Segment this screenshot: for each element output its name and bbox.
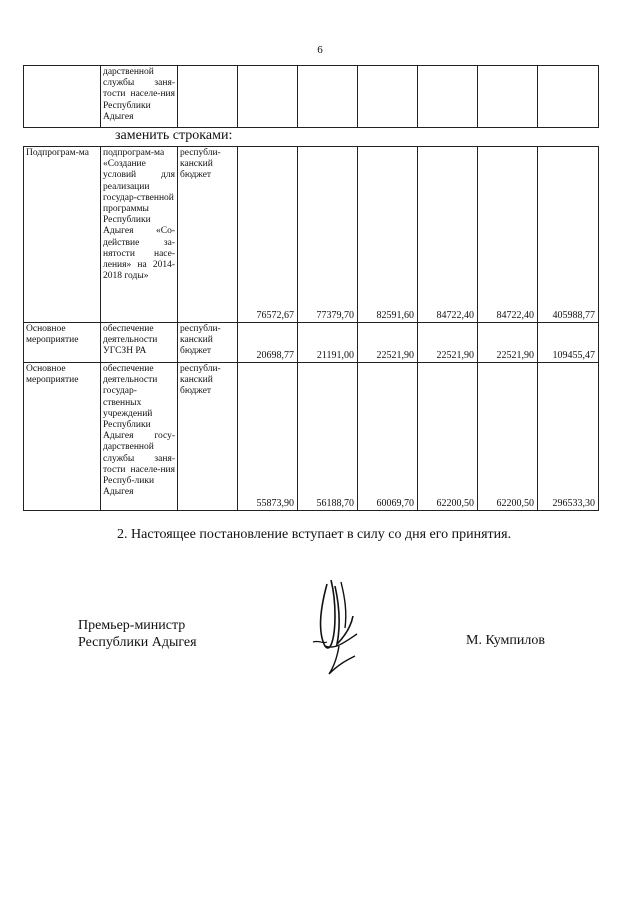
cell-value: 82591,60 — [358, 147, 418, 323]
page-number: 6 — [317, 44, 323, 56]
effective-date-paragraph: 2. Настоящее постановление вступает в силу со дня его принятия. — [117, 527, 512, 542]
cell-value: 84722,40 — [418, 147, 478, 323]
cell-value — [478, 66, 538, 128]
cell-value: 21191,00 — [298, 323, 358, 363]
cell-source — [178, 66, 238, 128]
cell-type: Основное мероприятие — [24, 323, 101, 363]
cell-value — [538, 66, 599, 128]
cell-type: Подпрограм-ма — [24, 147, 101, 323]
signatory-name: М. Кумпилов — [466, 633, 545, 648]
table-top-fragment — [23, 65, 599, 128]
cell-name: дарственной службы заня-тости населе-ния Республики Адыгея — [101, 66, 178, 128]
cell-value: 296533,30 — [538, 363, 599, 511]
table-row — [24, 363, 599, 511]
cell-value: 22521,90 — [478, 323, 538, 363]
cell-value — [238, 66, 298, 128]
cell-source: республи-канский бюджет — [178, 323, 238, 363]
cell-value: 22521,90 — [418, 323, 478, 363]
cell-value: 55873,90 — [238, 363, 298, 511]
signatory-title-line1: Премьер-министр — [78, 618, 186, 633]
cell-value: 109455,47 — [538, 323, 599, 363]
cell-type — [24, 66, 101, 128]
cell-source: республи-канский бюджет — [178, 147, 238, 323]
cell-value: 77379,70 — [298, 147, 358, 323]
cell-value — [298, 66, 358, 128]
cell-source: республи-канский бюджет — [178, 363, 238, 511]
signatory-title — [78, 617, 197, 651]
cell-value — [418, 66, 478, 128]
replace-caption: заменить строками: — [115, 128, 233, 143]
table-row — [24, 323, 599, 363]
table-row — [24, 147, 599, 323]
cell-value: 62200,50 — [478, 363, 538, 511]
cell-value: 20698,77 — [238, 323, 298, 363]
signatory-title-line2: Республики Адыгея — [78, 635, 197, 650]
cell-type: Основное мероприятие — [24, 363, 101, 511]
cell-value: 62200,50 — [418, 363, 478, 511]
cell-value: 84722,40 — [478, 147, 538, 323]
cell-name: обеспечение деятельности государ-ственных учреждений Республики Адыгея госу-дарственной службы заня-тости населе-ния Респуб-лики Адыгея — [101, 363, 178, 511]
table-row — [24, 66, 599, 128]
cell-name: обеспечение деятельности УГСЗН РА — [101, 323, 178, 363]
cell-name: подпрограм-ма «Создание условий для реализации государ-ственной программы Республики Адыгея «Со-действие за-нятости насе-ления» на 2014-2018 годы» — [101, 147, 178, 323]
cell-value — [358, 66, 418, 128]
cell-value: 22521,90 — [358, 323, 418, 363]
cell-value: 56188,70 — [298, 363, 358, 511]
handwritten-signature — [305, 576, 365, 676]
cell-value: 60069,70 — [358, 363, 418, 511]
cell-value: 405988,77 — [538, 147, 599, 323]
cell-value: 76572,67 — [238, 147, 298, 323]
table-main — [23, 146, 599, 511]
